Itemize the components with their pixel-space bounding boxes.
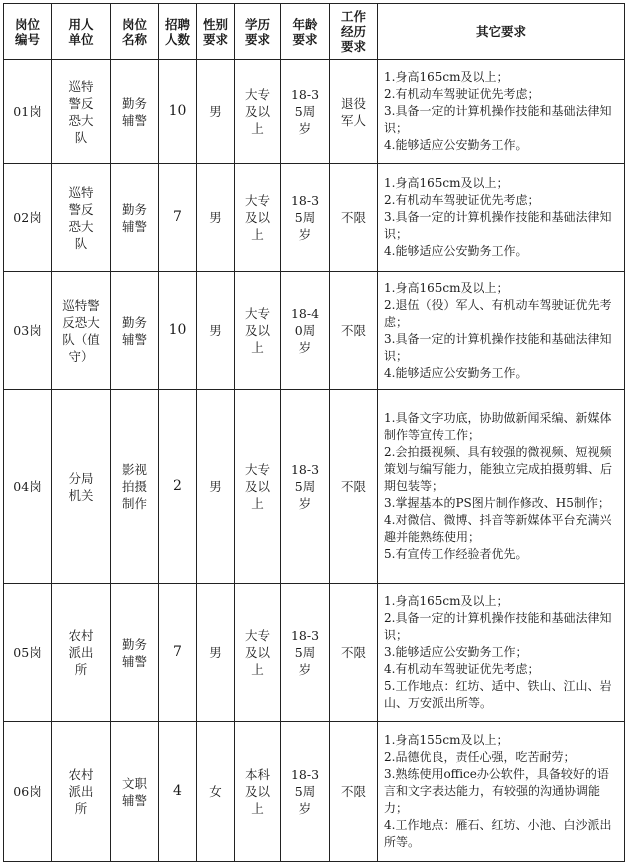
header-education: 学历要求 (235, 4, 281, 60)
requirement-item: 1.身高165cm及以上； (384, 70, 509, 84)
header-unit: 用人单位 (52, 4, 111, 60)
requirement-item: 2.具备一定的计算机操作技能和基础法律知识； (384, 611, 612, 642)
requirement-item: 4.能够适应公安勤务工作。 (384, 365, 528, 380)
cell-education: 本科及以上 (235, 722, 281, 862)
table-row (4, 164, 625, 272)
cell-requirements (378, 584, 625, 722)
requirement-item: 4.有机动车驾驶证优先考虑； (384, 662, 540, 676)
cell-experience: 退役军人 (330, 60, 378, 164)
requirement-item: 5.工作地点：红坊、适中、铁山、江山、岩山、万安派出所等。 (384, 679, 612, 710)
cell-position-id: 04岗 (4, 390, 52, 584)
cell-position-name: 影视拍摄制作 (111, 390, 159, 584)
cell-age: 18-35周岁 (281, 60, 330, 164)
header-row (4, 4, 625, 60)
table-row (4, 584, 625, 722)
cell-requirements (378, 390, 625, 584)
cell-age: 18-40周岁 (281, 272, 330, 390)
cell-position-name: 勤务辅警 (111, 584, 159, 722)
requirement-item: 4.对微信、微博、抖音等新媒体平台充满兴趣并能熟练使用； (384, 513, 612, 544)
cell-gender: 男 (197, 584, 235, 722)
requirement-item: 2.退伍（役）军人、有机动车驾驶证优先考虑； (384, 297, 612, 329)
requirement-item: 3.具备一定的计算机操作技能和基础法律知识； (384, 104, 612, 135)
requirement-item: 3.具备一定的计算机操作技能和基础法律知识； (384, 210, 612, 241)
cell-experience: 不限 (330, 272, 378, 390)
cell-age: 18-35周岁 (281, 722, 330, 862)
cell-gender: 男 (197, 60, 235, 164)
requirement-item: 4.能够适应公安勤务工作。 (384, 138, 528, 152)
header-position-name: 岗位名称 (111, 4, 159, 60)
cell-position-name: 勤务辅警 (111, 272, 159, 390)
cell-count: 2 (159, 390, 197, 584)
requirement-item: 2.品德优良，责任心强，吃苦耐劳； (384, 750, 576, 764)
cell-unit: 巡特警反恐大队 (52, 164, 111, 272)
table-row (4, 60, 625, 164)
cell-requirements (378, 164, 625, 272)
cell-position-name: 文职辅警 (111, 722, 159, 862)
table-row (4, 390, 625, 584)
cell-position-name: 勤务辅警 (111, 164, 159, 272)
cell-education: 大专及以上 (235, 272, 281, 390)
requirement-item: 3.掌握基本的PS图片制作修改、H5制作； (384, 496, 610, 510)
cell-education: 大专及以上 (235, 584, 281, 722)
cell-experience: 不限 (330, 390, 378, 584)
cell-count: 10 (159, 60, 197, 164)
requirement-item: 3.熟练使用office办公软件，具备较好的语言和文字表达能力，有较强的沟通协调能力； (384, 767, 609, 815)
table-row (4, 272, 625, 390)
header-other-requirements: 其它要求 (378, 4, 625, 60)
cell-unit: 分局机关 (52, 390, 111, 584)
cell-requirements (378, 272, 625, 390)
requirement-item: 2.有机动车驾驶证优先考虑； (384, 87, 540, 101)
cell-count: 7 (159, 164, 197, 272)
cell-unit: 农村派出所 (52, 584, 111, 722)
requirement-item: 2.会拍摄视频、具有较强的微视频、短视频策划与编写能力，能独立完成拍摄剪辑、后期包装等； (384, 445, 613, 493)
cell-unit: 巡特警反恐大队（值守） (52, 272, 111, 390)
cell-position-id: 02岗 (4, 164, 52, 272)
cell-gender: 男 (197, 272, 235, 390)
cell-age: 18-35周岁 (281, 584, 330, 722)
cell-position-id: 01岗 (4, 60, 52, 164)
cell-age: 18-35周岁 (281, 164, 330, 272)
header-position-id: 岗位编号 (4, 4, 52, 60)
requirement-item: 1.身高165cm及以上； (384, 594, 509, 608)
requirement-item: 4.能够适应公安勤务工作。 (384, 244, 528, 258)
cell-age: 18-35周岁 (281, 390, 330, 584)
recruitment-table (3, 3, 625, 862)
cell-position-id: 05岗 (4, 584, 52, 722)
requirement-item: 2.有机动车驾驶证优先考虑； (384, 193, 540, 207)
header-experience: 工作经历要求 (330, 4, 378, 60)
requirement-item: 3.具备一定的计算机操作技能和基础法律知识； (384, 331, 612, 363)
requirement-item: 3.能够适应公安勤务工作； (384, 645, 528, 659)
cell-education: 大专及以上 (235, 164, 281, 272)
requirement-item: 5.有宣传工作经验者优先。 (384, 547, 528, 561)
cell-count: 10 (159, 272, 197, 390)
cell-experience: 不限 (330, 722, 378, 862)
cell-education: 大专及以上 (235, 60, 281, 164)
header-age: 年龄要求 (281, 4, 330, 60)
cell-experience: 不限 (330, 584, 378, 722)
cell-position-name: 勤务辅警 (111, 60, 159, 164)
requirement-item: 1.身高165cm及以上； (384, 280, 509, 295)
cell-unit: 农村派出所 (52, 722, 111, 862)
cell-gender: 男 (197, 390, 235, 584)
cell-count: 4 (159, 722, 197, 862)
header-gender: 性别要求 (197, 4, 235, 60)
requirement-item: 4.工作地点：雁石、红坊、小池、白沙派出所等。 (384, 818, 612, 849)
requirement-item: 1.具备文字功底，协助做新闻采编、新媒体制作等宣传工作； (384, 411, 612, 442)
cell-gender: 男 (197, 164, 235, 272)
header-count: 招聘人数 (159, 4, 197, 60)
cell-requirements (378, 722, 625, 862)
table-row (4, 722, 625, 862)
cell-unit: 巡特警反恐大队 (52, 60, 111, 164)
requirement-item: 1.身高155cm及以上； (384, 733, 509, 747)
cell-position-id: 03岗 (4, 272, 52, 390)
cell-position-id: 06岗 (4, 722, 52, 862)
cell-gender: 女 (197, 722, 235, 862)
cell-count: 7 (159, 584, 197, 722)
cell-experience: 不限 (330, 164, 378, 272)
cell-education: 大专及以上 (235, 390, 281, 584)
cell-requirements (378, 60, 625, 164)
requirement-item: 1.身高165cm及以上； (384, 176, 509, 190)
